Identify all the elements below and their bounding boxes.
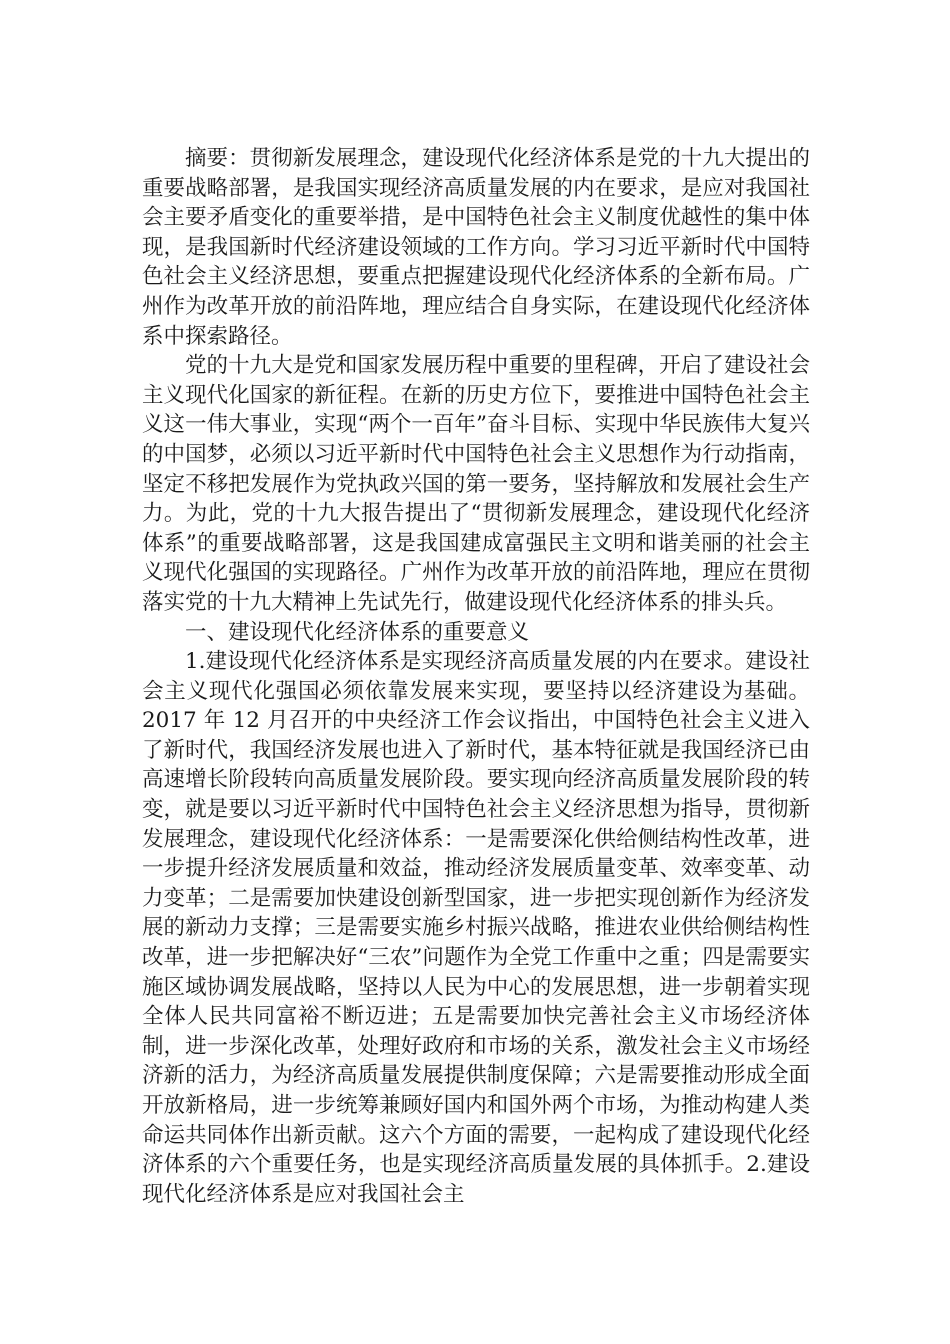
abstract-paragraph: 摘要：贯彻新发展理念，建设现代化经济体系是党的十九大提出的重要战略部署，是我国实现经济高质量发展的内在要求，是应对我国社会主要矛盾变化的重要举措，是中国特色社会主义制度优越性的集中体现，是我国新时代经济建设领域的工作方向。学习习近平新时代中国特色社会主义经济思想，要重点把握建设现代化经济体系的全新布局。广州作为改革开放的前沿阵地，理应结合自身实际，在建设现代化经济体系中探索路径。 [142, 146, 810, 349]
section-heading: 一、建设现代化经济体系的重要意义 [185, 619, 530, 645]
document-body [142, 144, 810, 1209]
body-paragraph: 党的十九大是党和国家发展历程中重要的里程碑，开启了建设社会主义现代化国家的新征程。在新的历史方位下，要推进中国特色社会主义这一伟大事业，实现“两个一百年”奋斗目标、实现中华民族伟大复兴的中国梦，必须以习近平新时代中国特色社会主义思想作为行动指南，坚定不移把发展作为党执政兴国的第一要务，坚持解放和发展社会生产力。为此，党的十九大报告提出了“贯彻新发展理念，建设现代化经济体系”的重要战略部署，这是我国建成富强民主文明和谐美丽的社会主义现代化强国的实现路径。广州作为改革开放的前沿阵地，理应在贯彻落实党的十九大精神上先试先行，做建设现代化经济体系的排头兵。 [142, 353, 810, 615]
body-paragraph: 1.建设现代化经济体系是实现经济高质量发展的内在要求。建设社会主义现代化强国必须依靠发展来实现，要坚持以经济建设为基础。2017 年 12 月召开的中央经济工作会议指出，中国特色社会主义进入了新时代，我国经济发展也进入了新时代，基本特征就是我国经济已由高速增长阶段转向高质量发展阶段。要实现向经济高质量发展阶段的转变，就是要以习近平新时代中国特色社会主义经济思想为指导，贯彻新发展理念，建设现代化经济体系：一是需要深化供给侧结构性改革，进一步提升经济发展质量和效益，推动经济发展质量变革、效率变革、动力变革；二是需要加快建设创新型国家，进一步把实现创新作为经济发展的新动力支撑；三是需要实施乡村振兴战略，推进农业供给侧结构性改革，进一步把解决好“三农”问题作为全党工作重中之重；四是需要实施区域协调发展战略，坚持以人民为中心的发展思想，进一步朝着实现全体人民共同富裕不断迈进；五是需要加快完善社会主义市场经济体制，进一步深化改革，处理好政府和市场的关系，激发社会主义市场经济新的活力，为经济高质量发展提供制度保障；六是需要推动形成全面开放新格局，进一步统筹兼顾好国内和国外两个市场，为推动构建人类命运共同体作出新贡献。这六个方面的需要，一起构成了建设现代化经济体系的六个重要任务，也是实现经济高质量发展的具体抓手。2.建设现代化经济体系是应对我国社会主 [142, 649, 810, 1207]
